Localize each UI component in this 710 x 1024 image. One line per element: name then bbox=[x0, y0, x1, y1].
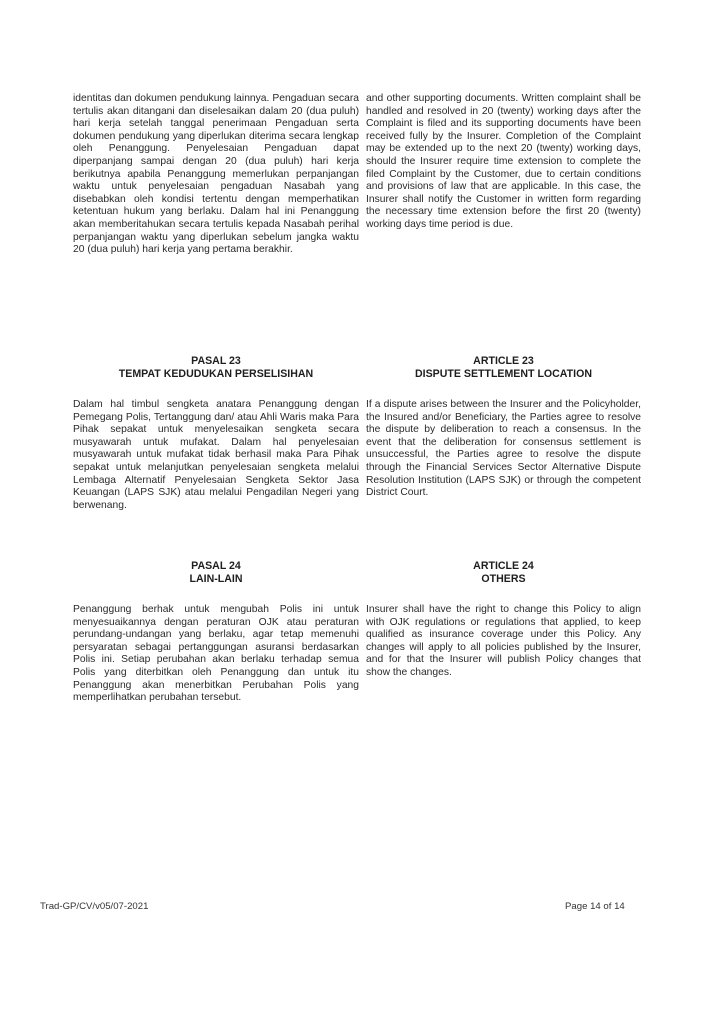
article-24-heading bbox=[366, 560, 641, 586]
pasal-24-title: PASAL 24 bbox=[191, 560, 241, 572]
page-number: Page 14 of 14 bbox=[565, 901, 625, 912]
document-code: Trad-GP/CV/v05/07-2021 bbox=[40, 901, 149, 912]
pasal-24-heading bbox=[73, 560, 359, 586]
article-24-subtitle: OTHERS bbox=[481, 573, 526, 585]
pasal-24-subtitle: LAIN-LAIN bbox=[189, 573, 243, 585]
pasal-23-title: PASAL 23 bbox=[191, 355, 241, 367]
article-24-paragraph: Insurer shall have the right to change this Policy to align with OJK regulations or regulations that applied, to keep qualified as insurance coverage under this Policy. Any changes will apply to all policies published by the Insurer, and for that the Insurer will publish Policy changes that show the changes. bbox=[366, 604, 641, 678]
continuation-paragraph-en: and other supporting documents. Written complaint shall be handled and resolved in 20 (twenty) working days after the Complaint is filed and its supporting documents have been received fully by the Insurer. Completion of the Complaint may be extended up to the next 20 (twenty) working days, should the Insurer require time extension to complete the filed Complaint by the Customer, due to certain conditions and provisions of law that are applicable. In this case, the Insurer shall notify the Customer in written form regarding the necessary time extension before the first 20 (twenty) working days time period is due. bbox=[366, 93, 641, 230]
continuation-paragraph-id: identitas dan dokumen pendukung lainnya. Pengaduan secara tertulis akan ditangani dan diselesaikan dalam 20 (dua puluh) hari kerja setelah tanggal penerimaan Pengaduan serta dokumen pendukung yang diperlukan diterima secara lengkap oleh Penanggung. Penyelesaian Pengaduan dapat diperpanjang sampai dengan 20 (dua puluh) hari kerja berikutnya apabila Penanggung memerlukan perpanjangan waktu untuk penyelesaian pengaduan Nasabah yang disebabkan oleh kondisi tertentu dengan memperhatikan ketentuan hukum yang berlaku. Dalam hal ini Penanggung akan memberitahukan secara tertulis kepada Nasabah perihal perpanjangan waktu yang diperlukan sebelum jangka waktu 20 (dua puluh) hari kerja yang pertama berakhir. bbox=[73, 93, 359, 256]
pasal-23-subtitle: TEMPAT KEDUDUKAN PERSELISIHAN bbox=[118, 368, 314, 380]
article-23-subtitle: DISPUTE SETTLEMENT LOCATION bbox=[415, 368, 592, 380]
pasal-24-paragraph: Penanggung berhak untuk mengubah Polis ini untuk menyesuaikannya dengan peraturan OJK atau peraturan perundang-undangan yang berlaku, agar tetap memenuhi persyaratan sebagai pertanggungan asuransi berdasarkan Polis ini. Setiap perubahan akan berlaku terhadap semua Polis yang diterbitkan oleh Penanggung dan untuk itu Penanggung akan menerbitkan Perubahan Polis yang memperlihatkan perubahan tersebut. bbox=[73, 604, 359, 704]
article-24-title: ARTICLE 24 bbox=[473, 560, 534, 572]
article-23-title: ARTICLE 23 bbox=[473, 355, 534, 367]
pasal-23-paragraph: Dalam hal timbul sengketa anatara Penanggung dengan Pemegang Polis, Tertanggung dan/ atau Ahli Waris maka Para Pihak sepakat untuk menyelesaikan sengketa secara musyawarah untuk mufakat. Dalam hal penyelesaian musyawarah untuk mufakat tidak berhasil maka Para Pihak sepakat untuk melanjutkan penyelesaian sengketa melalui Lembaga Alternatif Penyelesaian Sengketa Sektor Jasa Keuangan (LAPS SJK) atau melalui Pengadilan Negeri yang berwenang. bbox=[73, 399, 359, 511]
article-23-heading bbox=[366, 355, 641, 381]
pasal-23-heading bbox=[73, 355, 359, 381]
article-23-paragraph: If a dispute arises between the Insurer and the Policyholder, the Insured and/or Beneficiary, the Parties agree to resolve the dispute by deliberation to reach a consensus. In the event that the deliberation for consensus settlement is unsuccessful, the Parties agree to resolve the dispute through the Financial Services Sector Alternative Dispute Resolution Institution (LAPS SJK) or through the competent District Court. bbox=[366, 399, 641, 499]
